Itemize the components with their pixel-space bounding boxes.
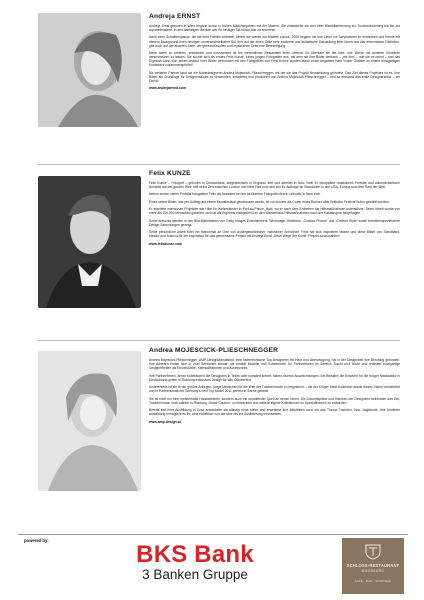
- bio-paragraph: Nach einer Schaffenspause, die sie ihrer Familie widmete, kehrte sie wieder zur Malerei zurück. 2008 begann sie ihre Liebe zur Acrylmalerei zu entdecken und formte mit diesem Background ihren heutigen unverwechselbaren Stil. Ihre auf der einen Seite sehr moderne und ästhetische Darstellung ihrer Ideen und klar erkennbarer Definition, gibt auch auf der anderen Seite, der geheimnisvollen und mystischen Seite ihre Berechtigung.: [149, 35, 400, 48]
- bio-paragraph: Sie ist nicht nur eine meisterhafte Handwerkerin, sondern auch ein sprudelnder Quell an neuen Ideen. Die Zukunftspläne und Visionen der Designerin beinhalten das Ziel, Trachtenmode noch stärker in Richtung „Haute Couture“ zu entwickeln und weitere eigene Kollektionen zu Spezialthemen zu entwerfen.: [149, 396, 400, 405]
- bio-paragraph: Neue Ideen zu kreieren, entwickeln und umzusetzen ist ein wesentlicher Bestandteil ihres Lebens! So überkam sie die Idee, ihre Werke mit anderen Künstlern verschmelzen zu lassen. Sie suchte sich als erstes Felix Kunze, einen jungen Fotografen aus, mit dem sie ihre Bilder verband – „mit Ihm“ – wie sie es nennt – und das Ergebnis kann sich sehen lassen! Ihrer Bilder verbunden mit den Fotografien von Felix Kunze wurden durch einen begabten New Yorker Grafiker zu einem einzigartigen Kunstwerk zusammengeführt!: [149, 51, 400, 68]
- bio-paragraph: Eines seiner Bilder, das per Auftrag auf einem Musikfestival geschossen wurde, ist vor kurzem als Cover eines Buches über Britische Festival Kultur gewählt worden.: [149, 199, 390, 204]
- profile-text: [149, 13, 400, 90]
- section-divider: [38, 164, 400, 165]
- bio-paragraph: Ihre Partnerfirmen, deren Kollektionen die Designerin in Teilen oder komplett kreiert, haben diverse Auszeichnungen. Ein Beispiel: die Entwürfe für die Krüger Manufaktur in Deutschland gelten in Richtung exklusives Design für das Oktoberfest.: [149, 373, 400, 382]
- portrait-photo-andreja: [38, 13, 141, 127]
- profile-andrea-mojescick: [38, 347, 400, 519]
- bio-paragraph: Neben seinen vielen Porträts fotografiert Felix als Assistent bei der berühmten Fotografin Annie Leibovitz in New York.: [149, 192, 321, 197]
- profile-andreja-ernst: [38, 13, 400, 161]
- profile-felix-kunze: [38, 170, 400, 336]
- profile-text: [149, 170, 400, 246]
- bio-paragraph: Seine Artworks werden in den Bild-Bibliotheken von Getty Images Entertainment, Wireimage, Redferns, „Contour Photos“ und „Contour Style“ sowie branchenspezifischen Design-Sammlungen gezeigt.: [149, 218, 400, 227]
- bio-paragraph: Als weiteren Partner fand sie die Modedesignerin Andrea Mojesciok- Plieschnegger, mit der sie das Projekt Newartdiving gründete. Das Ziel dieses Projektes ist es, ihre Bilder als Grundlage für Designerstücke zu verwenden, entwerfen und produziert von Andrea Mojesciok-Plieschnegger – und so entstand das erste Designerstück – ein Dirndl!: [149, 70, 400, 83]
- restaurant-location: MOOSBURG: [361, 569, 385, 573]
- crest-icon: [364, 543, 382, 560]
- profile-name: Andreja ERNST: [149, 13, 201, 20]
- bio-paragraph: Bereits seit ihrer Ausbildung in Graz entwickelte sie ständig neue Ideen und erweiterte ihre Aktivitäten rund um das Thema Trachten- bzw. Jagdmode. Ihre fundierte Ausbildung ermöglicht es ihr, eine Kollektion von der Idee bis zur Auslieferung umzusetzen.: [149, 408, 400, 417]
- website-link[interactable]: www.felixkunze.com: [149, 241, 183, 246]
- sponsor-name: BKS Bank: [136, 541, 254, 568]
- bio-paragraph: Er arbeitete intensiv an Projekten wie Hilfe für Weisenkinder in Port-au-Prince, Haiti, wo er nach dem Erdbeben die Hilfsmaßnahmen unterstützte. Seine Arbeit wurde von mehr als 150.000 Menschen gesehen und hat als Ergebnis maßgebend zu den Waisenhaus-Hilfsmaßnahmen nach der Katastrophe beigetragen.: [149, 207, 400, 216]
- restaurant-name: SCHLOSS-RESTAURANT: [346, 563, 400, 568]
- profile-name: Andrea MOJESCICK-PLIESCHNEGGER: [149, 347, 279, 354]
- website-link[interactable]: www.amp-design.at: [149, 419, 181, 424]
- powered-by-label: powered by:: [24, 538, 49, 543]
- bio-paragraph: Andererseits ist sie in der großes Anliegen, junge Menschen für die Welt der Trachtenmode zu begeistern – mit der Krüger Madl-Kollektion wurde dieses Vision verwirklicht und in Partnerschaft mit Germany's next Top Model 2011 perfekt in Szene gesetzt.: [149, 385, 400, 394]
- footer-divider: [18, 534, 408, 535]
- portrait-photo-andrea: [38, 351, 141, 491]
- section-divider: [38, 340, 400, 341]
- portrait-photo-felix: [38, 176, 141, 308]
- sponsor-subtitle: 3 Banken Gruppe: [142, 567, 248, 582]
- sponsor-logo-schloss-restaurant[interactable]: [342, 538, 404, 594]
- bio-paragraph: Seine persönliche Arbeit führt ihn manchmal an Orte von außergewöhnlicher, natürlicher Schönheit. Felix hat sich inspirieren lassen und diese Bilder von Schottland, Mexiko und Arizona für die Inspiration für das gemeinsame Projekt mit Andreja Ernst „Neue Wege der Kunst“ Projekt auszuwählen!: [149, 230, 400, 239]
- sponsor-logo-bks-bank[interactable]: [120, 543, 270, 582]
- website-link[interactable]: www.andrejaernst.com: [149, 86, 186, 91]
- profile-text: [149, 347, 400, 424]
- bio-paragraph: Andrea Mojescick-Plieschnegger, AMP-DesignManufaktur, eine österreichische Top-Designerin mit Herz und Überzeugung, hat in der Designwelt ihre Berufung gefunden. Ihre Arbeiten finden sich in zwei Bereichen wieder: sie erstellt Modelle und Kollektionen für Partnerfirmen im Bereich Tracht und Mode und realisiert einzigartige Designerbeiten als Einzelstücke, Kleinkollektionen und Accessoires.: [149, 358, 400, 371]
- restaurant-tagline: CAFÉ · BAR · VINOTHEK: [354, 579, 392, 583]
- profile-name: Felix KUNZE: [149, 170, 191, 177]
- bio-paragraph: Andreja Ernst geboren in Wien begann schon in frühen Mädchenjahren mit der Malerei. Sie entwickelte sie sich über Bleistiftzeichnung zur Tuschezeichnung bis hin zur Aquarellmalerei. In den damaligen Werken war ihr heutiger Stil schon klar zu erkennen.: [149, 24, 400, 33]
- bio-paragraph: Felix Kunze – Fotograf – geboren in Deutschland, aufgewachsen in England, lebt und arbeitet in New York! Er fotografiert redaktionell Porträts und dokumentarische Berichte auf der ganzen Welt, teilt seine Zeit zwischen London und New York und reist viel für Aufträge an Standorten in den USA, Europa und dem Rest der Welt.: [149, 181, 400, 190]
